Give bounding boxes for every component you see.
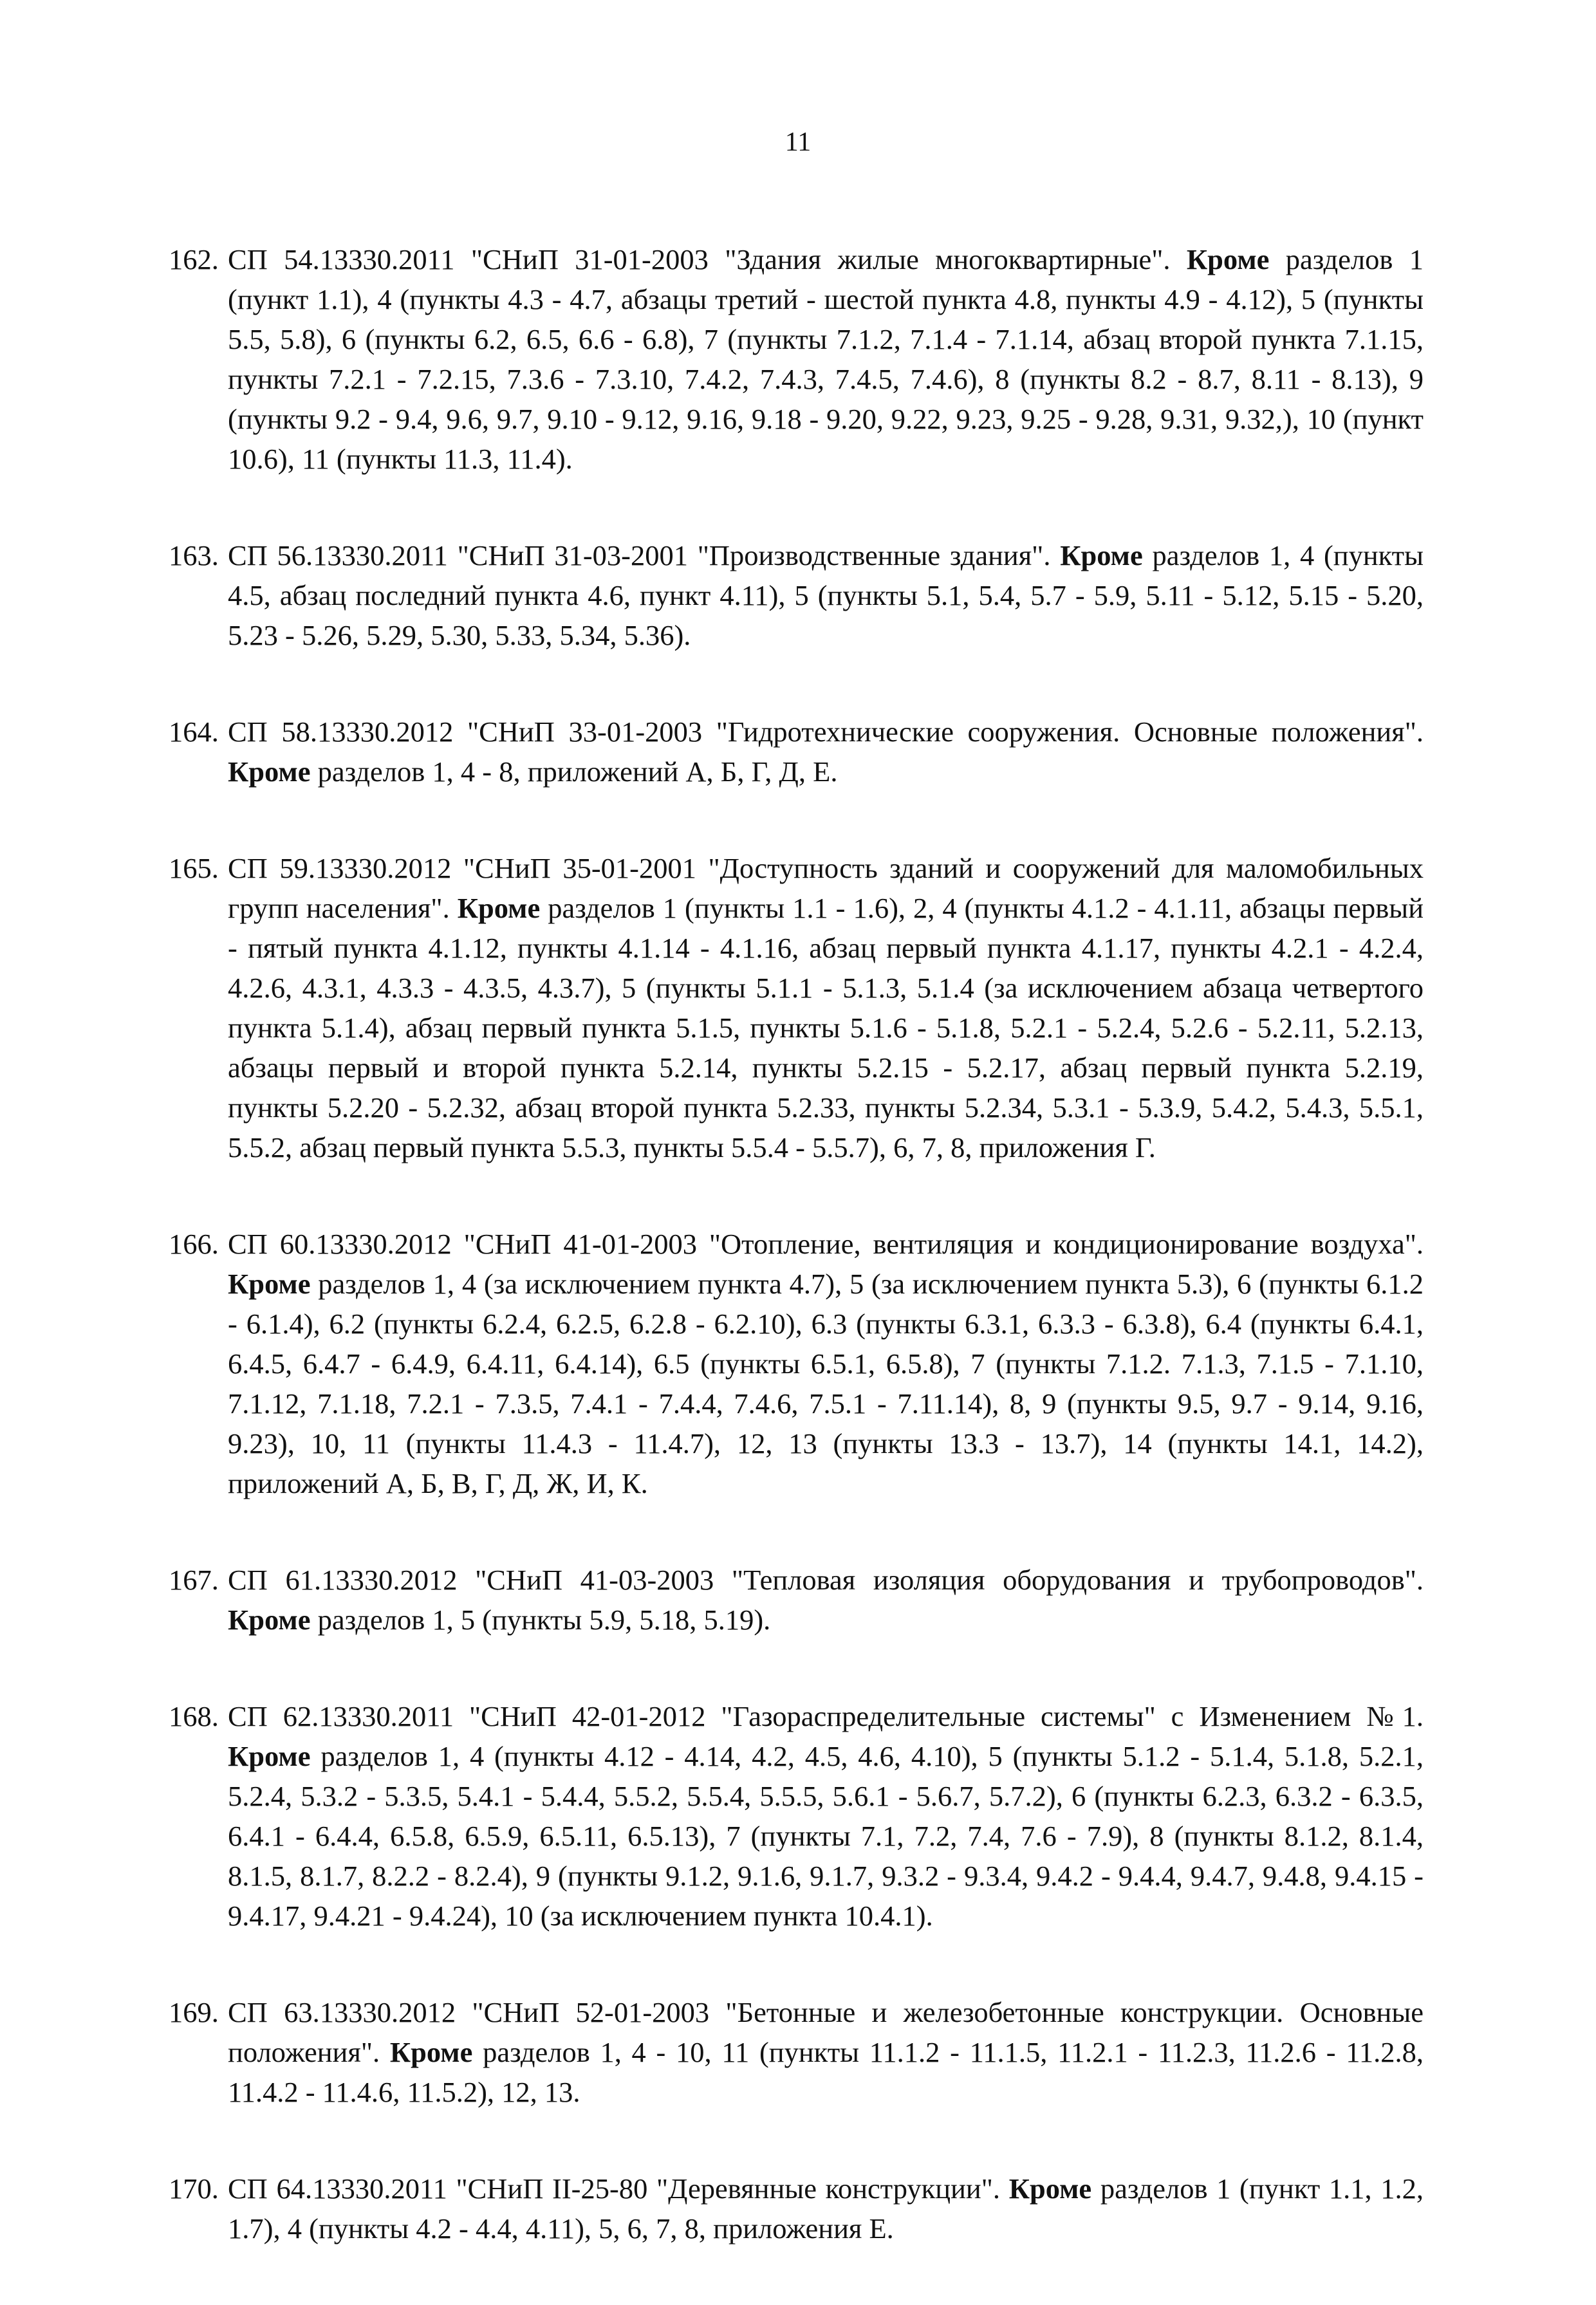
item-text — [228, 2169, 1424, 2248]
list-item — [169, 848, 1424, 1167]
standard-title: СП 60.13330.2012 "СНиП 41-01-2003 "Отопление, вентиляция и кондиционирование воздуха". — [228, 1228, 1424, 1260]
exception-keyword: Кроме — [1060, 539, 1143, 571]
exception-details: разделов 1, 4 - 10, 11 (пункты 11.1.2 - 11.1.5, 11.2.1 - 11.2.3, 11.2.6 - 11.2.8, 11.4.2 - 11.4.6, 11.5.2), 12, 13. — [228, 2036, 1424, 2108]
list-item — [169, 2169, 1424, 2248]
item-text — [228, 535, 1424, 655]
exception-keyword: Кроме — [228, 1604, 311, 1636]
standard-title: СП 61.13330.2012 "СНиП 41-03-2003 "Тепловая изоляция оборудования и трубопроводов". — [228, 1564, 1424, 1596]
item-number: 167. — [169, 1564, 219, 1596]
item-number: 166. — [169, 1228, 219, 1260]
list-item — [169, 712, 1424, 791]
item-text — [228, 1696, 1424, 1936]
exception-details: разделов 1, 4 - 8, приложений А, Б, Г, Д, Е. — [317, 755, 838, 788]
item-text — [228, 1560, 1424, 1640]
list-item — [169, 1696, 1424, 1936]
item-text — [228, 1224, 1424, 1503]
list-item — [169, 1224, 1424, 1503]
exception-keyword: Кроме — [1008, 2172, 1092, 2205]
item-number: 164. — [169, 716, 219, 748]
list-item — [169, 1992, 1424, 2112]
item-number: 165. — [169, 852, 219, 884]
exception-details: разделов 1, 5 (пункты 5.9, 5.18, 5.19). — [317, 1604, 771, 1636]
standard-title: СП 62.13330.2011 "СНиП 42-01-2012 "Газораспределительные системы" с Изменением №1. — [228, 1700, 1424, 1732]
item-number: 163. — [169, 539, 219, 571]
item-text — [228, 848, 1424, 1167]
item-number: 162. — [169, 243, 219, 275]
exception-details: разделов 1, 4 (пункты 4.12 - 4.14, 4.2, 4.5, 4.6, 4.10), 5 (пункты 5.1.2 - 5.1.4, 5.1.8, 5.2.1, 5.2.4, 5.3.2 - 5.3.5, 5.4.1 - 5.4.4, 5.5.2, 5.5.4, 5.5.5, 5.6.1 - 5.6.7, 5.7.2), 6 (пункты 6.2.3, 6.3.2 - 6.3.5, 6.4.1 - 6.4.4, 6.5.8, 6.5.9, 6.5.11, 6.5.13), 7 (пункты 7.1, 7.2, 7.4, 7.6 - 7.9), 8 (пункты 8.1.2, 8.1.4, 8.1.5, 8.1.7, 8.2.2 - 8.2.4), 9 (пункты 9.1.2, 9.1.6, 9.1.7, 9.3.2 - 9.3.4, 9.4.2 - 9.4.4, 9.4.7, 9.4.8, 9.4.15 - 9.4.17, 9.4.21 - 9.4.24), 10 (за исключением пункта 10.4.1). — [228, 1740, 1424, 1932]
exception-keyword: Кроме — [389, 2036, 473, 2068]
standard-title: СП 58.13330.2012 "СНиП 33-01-2003 "Гидротехнические сооружения. Основные положения". — [228, 716, 1424, 748]
exception-keyword: Кроме — [228, 755, 311, 788]
exception-details: разделов 1, 4 (за исключением пункта 4.7), 5 (за исключением пункта 5.3), 6 (пункты 6.1.2 - 6.1.4), 6.2 (пункты 6.2.4, 6.2.5, 6.2.8 - 6.2.10), 6.3 (пункты 6.3.1, 6.3.3 - 6.3.8), 6.4 (пункты 6.4.1, 6.4.5, 6.4.7 - 6.4.9, 6.4.11, 6.4.14), 6.5 (пункты 6.5.1, 6.5.8), 7 (пункты 7.1.2. 7.1.3, 7.1.5 - 7.1.10, 7.1.12, 7.1.18, 7.2.1 - 7.3.5, 7.4.1 - 7.4.4, 7.4.6, 7.5.1 - 7.11.14), 8, 9 (пункты 9.5, 9.7 - 9.14, 9.16, 9.23), 10, 11 (пункты 11.4.3 - 11.4.7), 12, 13 (пункты 13.3 - 13.7), 14 (пункты 14.1, 14.2), приложений А, Б, В, Г, Д, Ж, И, К. — [228, 1268, 1424, 1499]
standard-title: СП 64.13330.2011 "СНиП II-25-80 "Деревянные конструкции". — [228, 2172, 1001, 2205]
standard-title: СП 63.13330.2012 "СНиП 52-01-2003 "Бетонные и железобетонные конструкции. Основные положения". — [228, 1996, 1424, 2068]
item-number: 169. — [169, 1996, 219, 2028]
item-number: 170. — [169, 2172, 219, 2205]
exception-keyword: Кроме — [1186, 243, 1270, 275]
exception-keyword: Кроме — [228, 1740, 311, 1772]
document-list — [169, 239, 1424, 2305]
standard-title: СП 59.13330.2012 "СНиП 35-01-2001 "Доступность зданий и сооружений для маломобильных групп населения". — [228, 852, 1424, 924]
exception-details: разделов 1, 4 (пункты 4.5, абзац последний пункта 4.6, пункт 4.11), 5 (пункты 5.1, 5.4, 5.7 - 5.9, 5.11 - 5.12, 5.15 - 5.20, 5.23 - 5.26, 5.29, 5.30, 5.33, 5.34, 5.36). — [228, 539, 1424, 651]
item-text — [228, 712, 1424, 791]
exception-keyword: Кроме — [457, 892, 541, 924]
exception-keyword: Кроме — [228, 1268, 311, 1300]
standard-title: СП 54.13330.2011 "СНиП 31-01-2003 "Здания жилые многоквартирные". — [228, 243, 1171, 275]
list-item — [169, 1560, 1424, 1640]
item-number: 168. — [169, 1700, 219, 1732]
item-text — [228, 239, 1424, 479]
exception-details: разделов 1 (пункты 1.1 - 1.6), 2, 4 (пункты 4.1.2 - 4.1.11, абзацы первый - пятый пункта 4.1.12, пункты 4.1.14 - 4.1.16, абзац первый пункта 4.1.17, пункты 4.2.1 - 4.2.4, 4.2.6, 4.3.1, 4.3.3 - 4.3.5, 4.3.7), 5 (пункты 5.1.1 - 5.1.3, 5.1.4 (за исключением абзаца четвертого пункта 5.1.4), абзац первый пункта 5.1.5, пункты 5.1.6 - 5.1.8, 5.2.1 - 5.2.4, 5.2.6 - 5.2.11, 5.2.13, абзацы первый и второй пункта 5.2.14, пункты 5.2.15 - 5.2.17, абзац первый пункта 5.2.19, пункты 5.2.20 - 5.2.32, абзац второй пункта 5.2.33, пункты 5.2.34, 5.3.1 - 5.3.9, 5.4.2, 5.4.3, 5.5.1, 5.5.2, абзац первый пункта 5.5.3, пункты 5.5.4 - 5.5.7), 6, 7, 8, приложения Г. — [228, 892, 1424, 1163]
exception-details: разделов 1 (пункт 1.1, 1.2, 1.7), 4 (пункты 4.2 - 4.4, 4.11), 5, 6, 7, 8, приложения Е. — [228, 2172, 1424, 2245]
exception-details: разделов 1 (пункт 1.1), 4 (пункты 4.3 - 4.7, абзацы третий - шестой пункта 4.8, пункты 4.9 - 4.12), 5 (пункты 5.5, 5.8), 6 (пункты 6.2, 6.5, 6.6 - 6.8), 7 (пункты 7.1.2, 7.1.4 - 7.1.14, абзац второй пункта 7.1.15, пункты 7.2.1 - 7.2.15, 7.3.6 - 7.3.10, 7.4.2, 7.4.3, 7.4.5, 7.4.6), 8 (пункты 8.2 - 8.7, 8.11 - 8.13), 9 (пункты 9.2 - 9.4, 9.6, 9.7, 9.10 - 9.12, 9.16, 9.18 - 9.20, 9.22, 9.23, 9.25 - 9.28, 9.31, 9.32,), 10 (пункт 10.6), 11 (пункты 11.3, 11.4). — [228, 243, 1424, 475]
list-item — [169, 535, 1424, 655]
item-text — [228, 1992, 1424, 2112]
list-item — [169, 239, 1424, 479]
standard-title: СП 56.13330.2011 "СНиП 31-03-2001 "Производственные здания". — [228, 539, 1051, 571]
page-number: 11 — [784, 127, 812, 157]
